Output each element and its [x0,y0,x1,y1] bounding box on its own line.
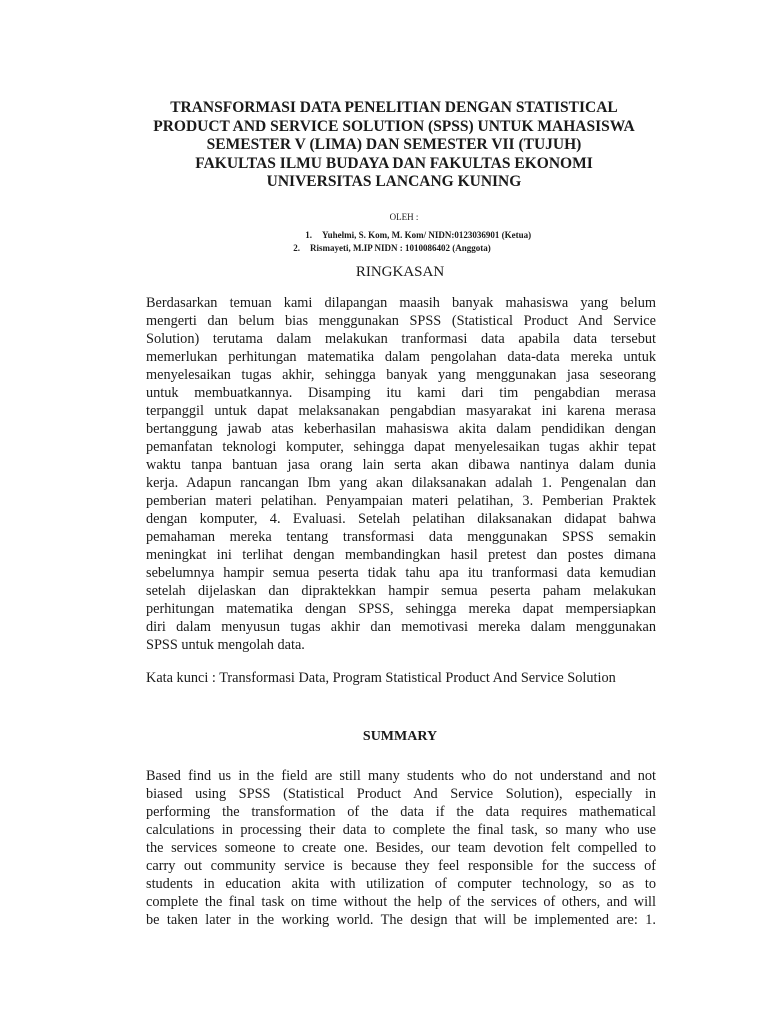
text-line: dengan komputer, 4. Evaluasi. Setelah pelatihan dilaksanakan didapat bahwa [146,511,656,527]
text-line: terpanggil untuk dapat melaksanakan pengabdian masyarakat ini karena merasa [146,403,656,419]
ringkasan-heading: RINGKASAN [355,264,445,280]
text-line: Berdasarkan temuan kami dilapangan maasih banyak mahasiswa yang belum [146,295,656,311]
title-line: SEMESTER V (LIMA) DAN SEMESTER VII (TUJUH) [206,136,582,153]
text-line: biased using SPSS (Statistical Product And Service Solution), especially in [146,786,656,802]
text-line: complete the final task on time without the help of the services of others, and will [146,894,656,910]
author-number: 2. [293,243,300,253]
text-line: kerja. Adapun rancangan Ibm yang akan dilaksanakan adalah 1. Pengenalan dan [146,475,656,491]
text-line: meningkat ini terlihat dengan membandingkan hasil pretest dan postes dimana [146,547,656,563]
title-line: UNIVERSITAS LANCANG KUNING [266,173,522,190]
text-line: Based find us in the field are still many students who do not understand and not [146,768,656,784]
text-line: untuk membuatkannya. Disamping itu kami dari tim pengabdian merasa [146,385,656,401]
text-line: carry out community service is because they feel responsible for the success of [146,858,656,874]
text-line: sebelumnya hampir semua peserta tidak tahu apa itu tranformasi data kemudian [146,565,656,581]
text-line: diri dalam menyusun tugas akhir dan memotivasi mereka dalam menggunakan [146,619,656,635]
title-line: TRANSFORMASI DATA PENELITIAN DENGAN STATISTICAL [170,99,618,116]
author-item [282,229,531,242]
text-line: Solution) terutama dalam melakukan tranformasi data apabila data tersebut [146,331,656,347]
summary-paragraph [146,767,656,929]
author-number: 1. [305,230,312,240]
title-line: FAKULTAS ILMU BUDAYA DAN FAKULTAS EKONOMI [195,154,593,172]
keywords: Kata kunci : Transformasi Data, Program Statistical Product And Service Solution [146,670,616,686]
text-line: SPSS untuk mengolah data. [146,637,305,653]
oleh-label: OLEH : [389,212,419,222]
text-line: calculations in processing their data to complete the final task, so many who use [146,822,656,838]
author-text: Rismayeti, M.IP NIDN : 1010086402 (Anggota) [310,243,491,253]
text-line: bertanggung jawab atas keberhasilan mahasiswa akita dalam pendidikan dengan [146,421,656,437]
ringkasan-paragraph [146,294,656,654]
text-line: memerlukan perhitungan matematika dalam pengolahan data-data mereka untuk [146,349,656,365]
text-line: performing the transformation of the data if the data requires mathematical [146,804,656,820]
author-text: Yuhelmi, S. Kom, M. Kom/ NIDN:0123036901 (Ketua) [322,230,532,240]
author-list [282,229,531,255]
author-item [282,242,531,255]
text-line: students in education akita with utilization of computer technology, so as to [146,876,656,892]
text-line: waktu tanpa bantuan jasa orang lain serta akan dibawa nantinya dalam dunia [146,457,656,473]
text-line: pemanfatan teknologi komputer, sehingga dapat menyelesaikan tugas akhir tepat [146,439,656,455]
text-line: pemahaman mereka tentang transformasi data menggunakan SPSS semakin [146,529,656,545]
summary-heading: SUMMARY [362,729,438,744]
paper-title [140,99,648,192]
text-line: menyelesaikan tugas akhir, sehingga banyak yang menggunakan jasa seseorang [146,367,656,383]
title-line: PRODUCT AND SERVICE SOLUTION (SPSS) UNTUK MAHASISWA [153,117,635,135]
text-line: mengerti dan belum bias menggunakan SPSS (Statistical Product And Service [146,313,656,329]
text-line: pemberian materi pelatihan. Penyampaian materi pelatihan, 3. Pemberian Praktek [146,493,656,509]
text-line: be taken later in the working world. The design that will be implemented are: 1. [146,912,656,928]
text-line: setelah dijelaskan dan dipraktekkan hampir semua peserta paham melakukan [146,583,656,599]
text-line: the services someone to create one. Besides, our team devotion felt compelled to [146,840,656,856]
text-line: perhitungan matematika dengan SPSS, sehingga mereka dapat mempersiapkan [146,601,656,617]
